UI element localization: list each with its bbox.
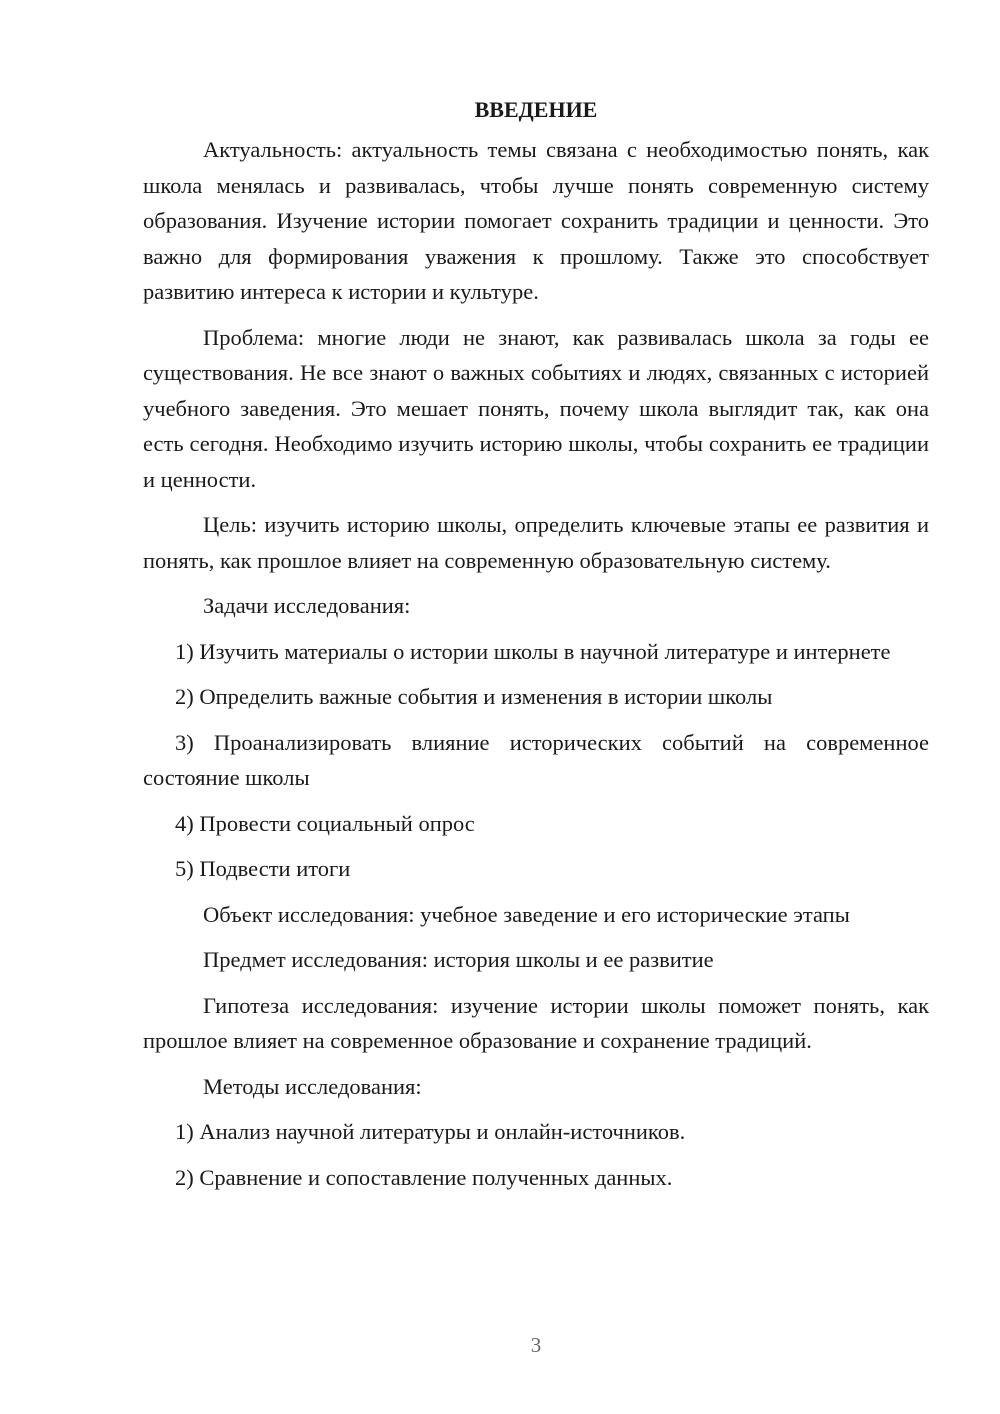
tasks-heading: Задачи исследования:: [203, 593, 411, 618]
task-item-3: 3) Проанализировать влияние исторических событий на современное состояние школы: [143, 729, 929, 790]
goal-paragraph: Цель: изучить историю школы, определить ключевые этапы ее развития и понять, как прошлое влияет на современную образовательную систему.: [143, 512, 929, 573]
subject-paragraph: Предмет исследования: история школы и ее развитие: [203, 947, 714, 972]
method-item-2: 2) Сравнение и сопоставление полученных данных.: [175, 1164, 673, 1190]
method-item-1: 1) Анализ научной литературы и онлайн-источников.: [175, 1119, 686, 1144]
document-page: [143, 92, 929, 1205]
methods-heading: Методы исследования:: [203, 1073, 422, 1099]
problem-paragraph: Проблема: многие люди не знают, как развивалась школа за годы ее существования. Не все знают о важных событиях и людях, связанных с историей учебного заведения. Это мешает понять, почему школа выглядит так, как она есть сегодня. Необходимо изучить историю школы, чтобы сохранить ее традиции и ценности.: [143, 324, 929, 492]
task-item-1: 1) Изучить материалы о истории школы в научной литературе и интернете: [175, 638, 891, 664]
object-paragraph: Объект исследования: учебное заведение и его исторические этапы: [203, 901, 850, 927]
task-item-4: 4) Провести социальный опрос: [175, 810, 475, 836]
hypothesis-paragraph: Гипотеза исследования: изучение истории школы поможет понять, как прошлое влияет на современное образование и сохранение традиций.: [143, 992, 929, 1053]
relevance-paragraph: Актуальность: актуальность темы связана с необходимостью понять, как школа менялась и развивалась, чтобы лучше понять современную систему образования. Изучение истории помогает сохранить традиции и ценности. Это важно для формирования уважения к прошлому. Также это способствует развитию интереса к истории и культуре.: [143, 137, 929, 304]
page-number: 3: [530, 1333, 542, 1357]
task-item-2: 2) Определить важные события и изменения в истории школы: [175, 684, 773, 709]
task-item-5: 5) Подвести итоги: [175, 856, 351, 881]
page-title: ВВЕДЕНИЕ: [474, 97, 598, 122]
